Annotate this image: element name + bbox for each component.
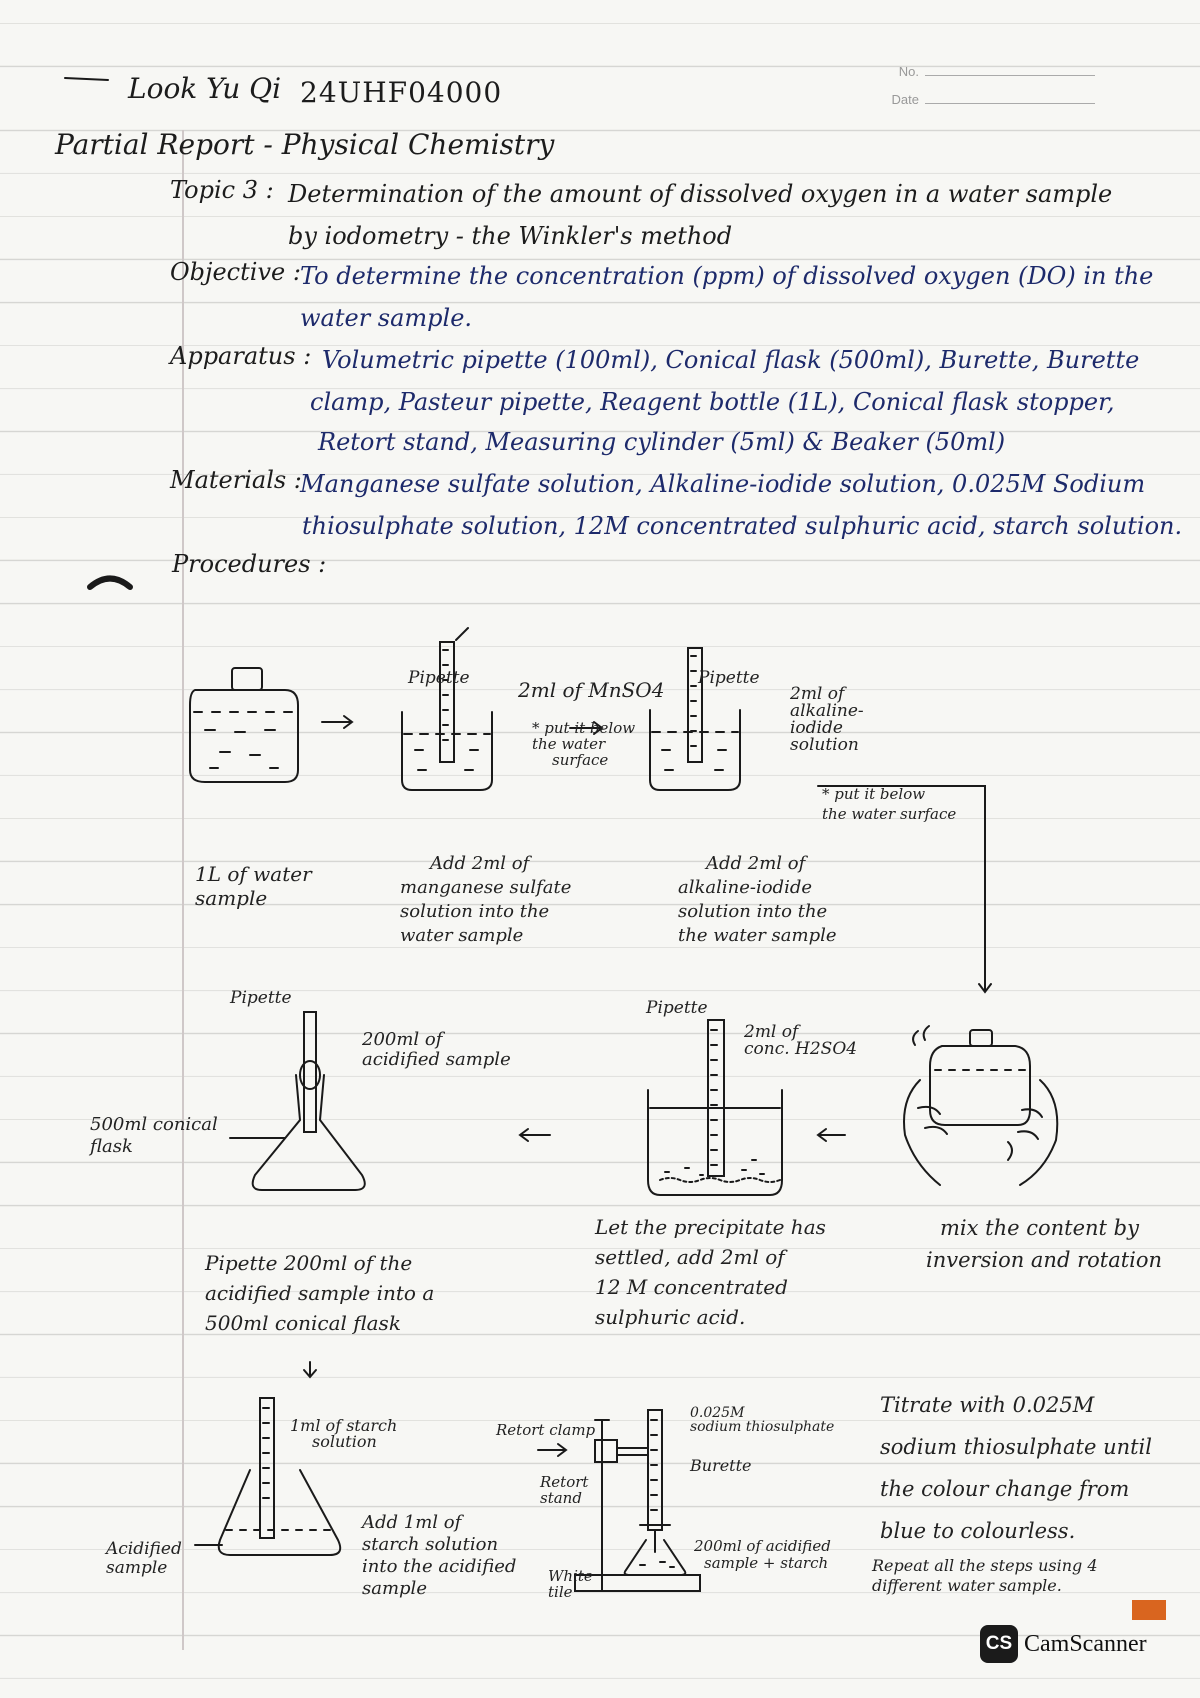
objective-line-2: water sample.	[300, 304, 473, 332]
step4-caption: mix the content by inversion and rotation	[926, 1216, 1163, 1272]
step6-flask-label: 500ml conical flask	[90, 1114, 218, 1157]
topic-label: Topic 3 :	[170, 176, 274, 204]
step5-reagent-label: 2ml of conc. H2SO4	[744, 1022, 858, 1059]
no-field: No.	[899, 64, 1095, 79]
conical-flask-with-pipette-icon	[230, 1012, 365, 1190]
step9-caption: Repeat all the steps using 4 different water sample.	[872, 1556, 1098, 1595]
step8-clamp-label: Retort clamp	[496, 1421, 596, 1439]
step3-note: * put it below the water surface	[822, 785, 957, 823]
report-title: Partial Report - Physical Chemistry	[55, 128, 555, 161]
step3-pipette-label: Pipette	[698, 668, 760, 688]
apparatus-label: Apparatus :	[170, 342, 312, 370]
step2-note: * put it below the water surface	[532, 719, 636, 769]
step2-caption: Add 2ml of manganese sulfate solution into the water sample	[400, 853, 572, 946]
materials-line-2: thiosulphate solution, 12M concentrated sulphuric acid, starch solution.	[302, 512, 1183, 540]
procedures-label: Procedures :	[172, 550, 327, 578]
step8-burette-label: Burette	[690, 1456, 752, 1475]
step6-caption: Pipette 200ml of the acidified sample into a 500ml conical flask	[205, 1251, 435, 1335]
step8-flask-label: 200ml of acidified sample + starch	[694, 1537, 831, 1572]
camscanner-name: CamScanner	[1024, 1630, 1147, 1657]
step8-titrant-label: 0.025M sodium thiosulphate	[690, 1405, 835, 1435]
arrow-icon	[818, 1129, 845, 1141]
apparatus-line-1: Volumetric pipette (100ml), Conical flask (500ml), Burette, Burette	[322, 346, 1140, 374]
apparatus-line-3: Retort stand, Measuring cylinder (5ml) & Beaker (50ml)	[318, 428, 1006, 456]
camscanner-logo-icon: CS	[980, 1625, 1018, 1663]
binder-mark	[90, 579, 130, 588]
step8-tile-label: White tile	[548, 1567, 593, 1601]
hands-mixing-bottle-icon	[904, 1026, 1057, 1185]
step7-sample-label: Acidified sample	[106, 1539, 182, 1578]
step1-caption: 1L of water sample	[195, 862, 312, 910]
step2-pipette-label: Pipette	[408, 668, 470, 688]
student-id: 24UHF04000	[300, 76, 503, 109]
camscanner-watermark	[980, 1625, 1147, 1663]
step2-reagent-label: 2ml of MnSO4	[518, 678, 665, 702]
step8-caption: Titrate with 0.025M sodium thiosulphate until the colour change from blue to colourless.	[880, 1393, 1152, 1543]
step5-caption: Let the precipitate has settled, add 2ml of 12 M concentrated sulphuric acid.	[595, 1215, 826, 1329]
step3-reagent-label: 2ml of alkaline- iodide solution	[790, 684, 864, 755]
arrow-icon	[538, 1444, 566, 1456]
step5-pipette-label: Pipette	[646, 998, 708, 1018]
corner-tab	[1132, 1600, 1166, 1620]
arrow-icon	[322, 716, 352, 728]
step7-reagent-label: 1ml of starch solution	[290, 1416, 398, 1451]
student-name: Look Yu Qi	[128, 72, 282, 105]
objective-label: Objective :	[170, 258, 301, 286]
step8-stand-label: Retort stand	[540, 1473, 589, 1507]
step6-pipette-label: Pipette	[230, 988, 292, 1008]
arrow-icon	[520, 1129, 550, 1141]
materials-label: Materials :	[170, 466, 302, 494]
beaker-with-pipette-icon	[392, 628, 492, 790]
step6-reagent-label: 200ml of acidified sample	[362, 1029, 511, 1070]
reagent-bottle-icon	[190, 668, 298, 782]
step7-caption: Add 1ml of starch solution into the acidified sample	[362, 1512, 517, 1599]
topic-line-2: by iodometry - the Winkler's method	[288, 222, 733, 250]
arrow-icon	[304, 1362, 316, 1377]
apparatus-line-2: clamp, Pasteur pipette, Reagent bottle (1L), Conical flask stopper,	[310, 388, 1115, 416]
date-field: Date	[892, 92, 1095, 107]
topic-line-1: Determination of the amount of dissolved oxygen in a water sample	[288, 180, 1113, 208]
objective-line-1: To determine the concentration (ppm) of dissolved oxygen (DO) in the	[300, 262, 1154, 290]
dash-mark	[65, 78, 108, 80]
materials-line-1: Manganese sulfate solution, Alkaline-iodide solution, 0.025M Sodium	[300, 470, 1146, 498]
step3-caption: Add 2ml of alkaline-iodide solution into the the water sample	[678, 853, 837, 946]
